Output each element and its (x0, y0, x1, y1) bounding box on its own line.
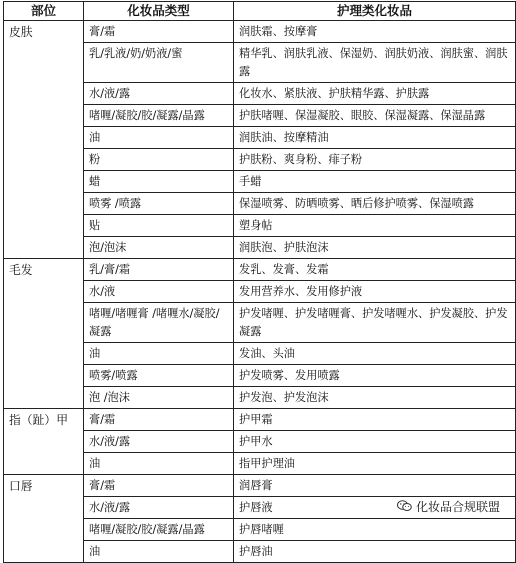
care-products-cell: 护发啫喱、护发啫喱膏、护发啫喱水、护发凝胶、护发凝露 (234, 303, 516, 343)
table-row (4, 259, 516, 281)
cosmetic-type-cell: 膏/霜 (84, 409, 234, 431)
care-products-cell: 化妆水、紧肤液、护肤精华露、护肤露 (234, 83, 516, 105)
cosmetic-type-cell: 乳/膏/霜 (84, 259, 234, 281)
care-products-cell: 精华乳、润肤乳液、保湿奶、润肤奶液、润肤蜜、润肤露 (234, 43, 516, 83)
cosmetic-type-cell: 油 (84, 541, 234, 563)
cosmetic-type-cell: 啫喱/凝胶/胶/凝露/晶露 (84, 105, 234, 127)
cosmetic-type-cell: 乳/乳液/奶/奶液/蜜 (84, 43, 234, 83)
cosmetic-type-cell: 水/液 (84, 281, 234, 303)
care-products-cell: 润肤泡、护肤泡沫 (234, 237, 516, 259)
body-part-cell: 口唇 (4, 475, 84, 563)
care-products-cell: 护发喷雾、发用喷露 (234, 365, 516, 387)
care-products-cell: 保湿喷雾、防晒喷雾、晒后修护喷雾、保湿喷露 (234, 193, 516, 215)
care-products-cell: 指甲护理油 (234, 453, 516, 475)
cosmetic-type-cell: 喷雾/喷露 (84, 365, 234, 387)
body-part-cell: 指（趾）甲 (4, 409, 84, 475)
cosmetics-care-table (3, 1, 516, 563)
watermark-text: 化妆品合规联盟 (415, 499, 500, 514)
cosmetic-type-cell: 泡 /泡沫 (84, 387, 234, 409)
cosmetic-type-cell: 啫喱/凝胶/胶/凝露/晶露 (84, 519, 234, 541)
care-products-cell: 护唇液 (234, 497, 516, 519)
care-products-cell: 润唇膏 (234, 475, 516, 497)
care-products-cell: 发用营养水、发用修护液 (234, 281, 516, 303)
body-part-cell: 皮肤 (4, 21, 84, 259)
care-products-cell: 护甲水 (234, 431, 516, 453)
care-products-cell: 手蜡 (234, 171, 516, 193)
table-header-row (4, 2, 516, 21)
care-products-cell: 护肤啫喱、保湿凝胶、眼胶、保湿凝露、保湿晶露 (234, 105, 516, 127)
cosmetic-type-cell: 油 (84, 127, 234, 149)
cosmetic-type-cell: 泡/泡沫 (84, 237, 234, 259)
cosmetic-type-cell: 贴 (84, 215, 234, 237)
cosmetic-type-cell: 水/液/露 (84, 497, 234, 519)
cosmetic-type-cell: 膏/霜 (84, 21, 234, 43)
cosmetic-type-cell: 油 (84, 343, 234, 365)
watermark (395, 499, 502, 513)
care-products-cell: 护肤粉、爽身粉、痱子粉 (234, 149, 516, 171)
care-products-cell: 护发泡、护发泡沫 (234, 387, 516, 409)
cosmetic-type-cell: 水/液/露 (84, 83, 234, 105)
care-products-cell: 润肤霜、按摩膏 (234, 21, 516, 43)
cosmetic-type-cell: 膏/霜 (84, 475, 234, 497)
care-products-cell: 护甲霜 (234, 409, 516, 431)
header-care-products: 护理类化妆品 (234, 2, 516, 21)
body-part-cell: 毛发 (4, 259, 84, 409)
cosmetic-type-cell: 水/液/露 (84, 431, 234, 453)
care-products-cell: 发乳、发膏、发霜 (234, 259, 516, 281)
table-row (4, 475, 516, 497)
care-products-cell: 塑身帖 (234, 215, 516, 237)
table-row (4, 21, 516, 43)
cosmetic-type-cell: 粉 (84, 149, 234, 171)
cosmetic-type-cell: 蜡 (84, 171, 234, 193)
table-row (4, 409, 516, 431)
cosmetic-type-cell: 油 (84, 453, 234, 475)
care-products-cell: 护唇啫喱 (234, 519, 516, 541)
wechat-icon (397, 500, 412, 512)
care-products-cell: 护唇油 (234, 541, 516, 563)
care-products-cell: 发油、头油 (234, 343, 516, 365)
header-cosmetic-type: 化妆品类型 (84, 2, 234, 21)
header-part: 部位 (4, 2, 84, 21)
care-products-cell: 润肤油、按摩精油 (234, 127, 516, 149)
table-body (4, 21, 516, 563)
cosmetic-type-cell: 喷雾 /喷露 (84, 193, 234, 215)
cosmetic-type-cell: 啫喱/啫喱膏 /啫喱水/凝胶/凝露 (84, 303, 234, 343)
